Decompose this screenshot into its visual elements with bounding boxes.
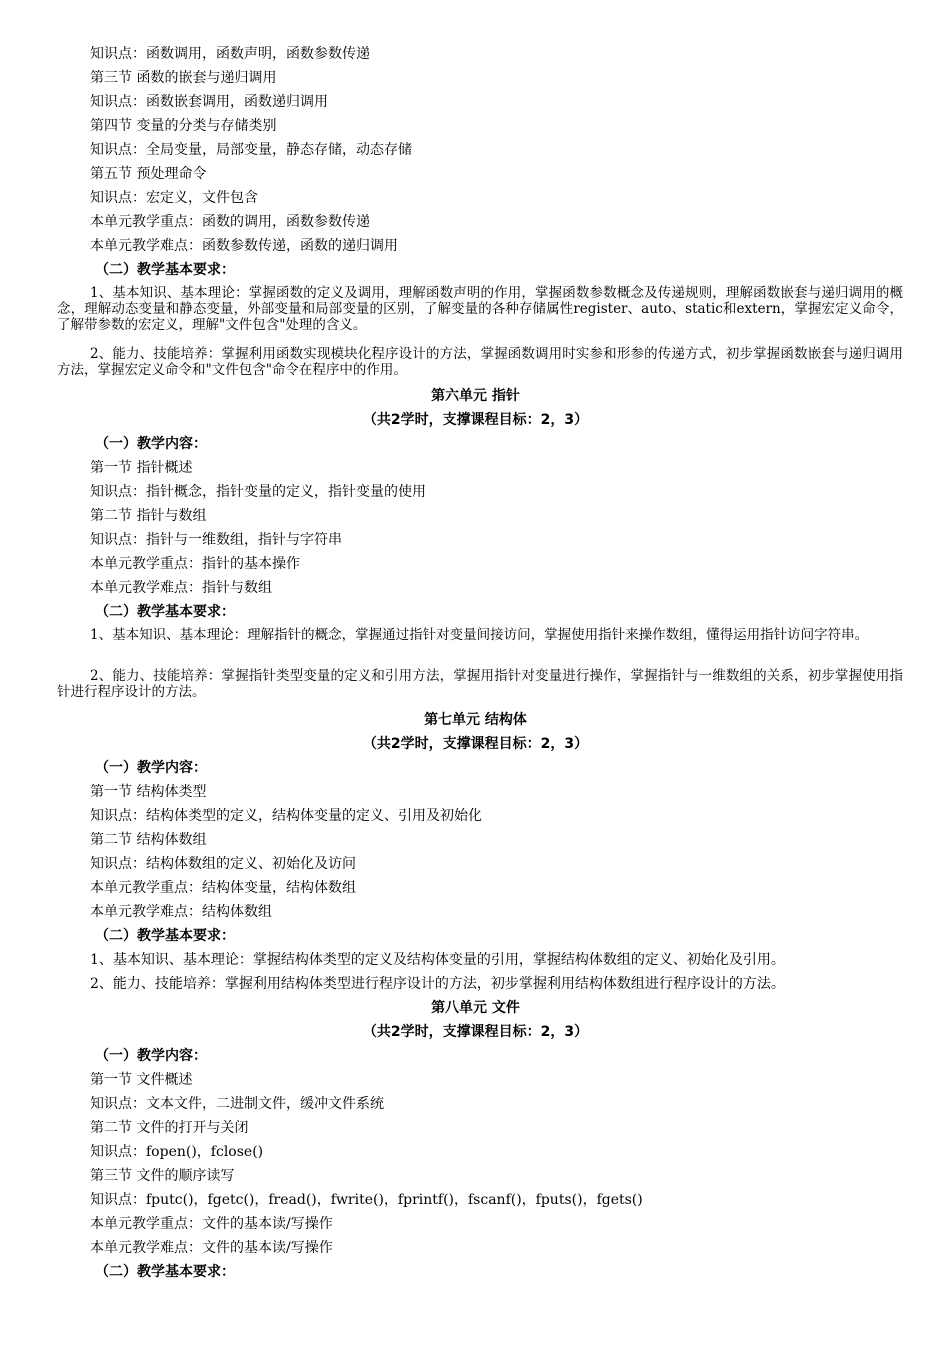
paragraph: 1、基本知识、基本理论：掌握函数的定义及调用，理解函数声明的作用，掌握函数参数概念及传递规则，理解函数嵌套与递归调用的概念，理解动态变量和静态变量，外部变量和局部变量的区别，了解变量的各种存储属性register、auto、static和extern，掌握宏定义命令，了解带参数的宏定义，理解"文件包含"处理的含义。	[57, 285, 903, 333]
subheading: （一）教学内容：	[95, 436, 207, 452]
unit-title: 第八单元 文件	[431, 1000, 520, 1016]
section-heading: 第一节 指针概述	[90, 460, 193, 476]
text-line: 本单元教学重点：指针的基本操作	[90, 556, 300, 572]
subheading: （一）教学内容：	[95, 1048, 207, 1064]
section-heading: 第四节 变量的分类与存储类别	[90, 118, 277, 134]
paragraph: 2、能力、技能培养：掌握指针类型变量的定义和引用方法，掌握用指针对变量进行操作，掌握指针与一维数组的关系，初步掌握使用指针进行程序设计的方法。	[57, 668, 903, 700]
section-heading: 第五节 预处理命令	[90, 166, 207, 182]
text-line: 知识点：函数嵌套调用，函数递归调用	[90, 94, 328, 110]
subheading: （二）教学基本要求：	[95, 1264, 235, 1280]
text-line: 知识点：全局变量，局部变量，静态存储，动态存储	[90, 142, 412, 158]
paragraph: 1、基本知识、基本理论：理解指针的概念，掌握通过指针对变量间接访问，掌握使用指针来操作数组，懂得运用指针访问字符串。	[90, 627, 869, 643]
text-line: 知识点：指针概念，指针变量的定义，指针变量的使用	[90, 484, 426, 500]
subheading: （二）教学基本要求：	[95, 604, 235, 620]
subheading: （二）教学基本要求：	[95, 928, 235, 944]
text-line: 知识点：宏定义，文件包含	[90, 190, 258, 206]
section-heading: 第一节 文件概述	[90, 1072, 193, 1088]
text-line: 知识点：函数调用，函数声明，函数参数传递	[90, 46, 370, 62]
text-line: 知识点：文本文件，二进制文件，缓冲文件系统	[90, 1096, 384, 1112]
unit-hours: （共2学时，支撑课程目标：2，3）	[362, 412, 589, 428]
unit-hours: （共2学时，支撑课程目标：2，3）	[362, 1024, 589, 1040]
text-line: 知识点：结构体数组的定义、初始化及访问	[90, 856, 356, 872]
unit-title: 第六单元 指针	[431, 388, 520, 404]
subheading: （一）教学内容：	[95, 760, 207, 776]
text-line: 本单元教学难点：文件的基本读/写操作	[90, 1240, 333, 1256]
text-line: 2、能力、技能培养：掌握利用结构体类型进行程序设计的方法，初步掌握利用结构体数组进行程序设计的方法。	[90, 976, 785, 992]
text-line: 知识点：fopen()，fclose()	[90, 1144, 264, 1160]
text-line: 知识点：结构体类型的定义，结构体变量的定义、引用及初始化	[90, 808, 482, 824]
text-line: 本单元教学重点：文件的基本读/写操作	[90, 1216, 333, 1232]
text-line: 本单元教学难点：结构体数组	[90, 904, 272, 920]
section-heading: 第二节 结构体数组	[90, 832, 207, 848]
subheading: （二）教学基本要求：	[95, 262, 235, 278]
section-heading: 第三节 文件的顺序读写	[90, 1168, 235, 1184]
text-line: 本单元教学重点：函数的调用，函数参数传递	[90, 214, 370, 230]
text-line: 知识点：指针与一维数组，指针与字符串	[90, 532, 342, 548]
section-heading: 第二节 文件的打开与关闭	[90, 1120, 249, 1136]
text-line: 本单元教学难点：指针与数组	[90, 580, 272, 596]
text-line: 知识点：fputc()，fgetc()，fread()，fwrite()，fprintf()，fscanf()，fputs()，fgets()	[90, 1192, 643, 1208]
unit-title: 第七单元 结构体	[424, 712, 527, 728]
section-heading: 第二节 指针与数组	[90, 508, 207, 524]
paragraph: 2、能力、技能培养：掌握利用函数实现模块化程序设计的方法，掌握函数调用时实参和形参的传递方式，初步掌握函数嵌套与递归调用方法，掌握宏定义命令和"文件包含"命令在程序中的作用。	[57, 346, 903, 378]
text-line: 1、基本知识、基本理论：掌握结构体类型的定义及结构体变量的引用，掌握结构体数组的定义、初始化及引用。	[90, 952, 785, 968]
text-line: 本单元教学难点：函数参数传递，函数的递归调用	[90, 238, 398, 254]
section-heading: 第三节 函数的嵌套与递归调用	[90, 70, 277, 86]
text-line: 本单元教学重点：结构体变量，结构体数组	[90, 880, 356, 896]
section-heading: 第一节 结构体类型	[90, 784, 207, 800]
unit-hours: （共2学时，支撑课程目标：2，3）	[362, 736, 589, 752]
